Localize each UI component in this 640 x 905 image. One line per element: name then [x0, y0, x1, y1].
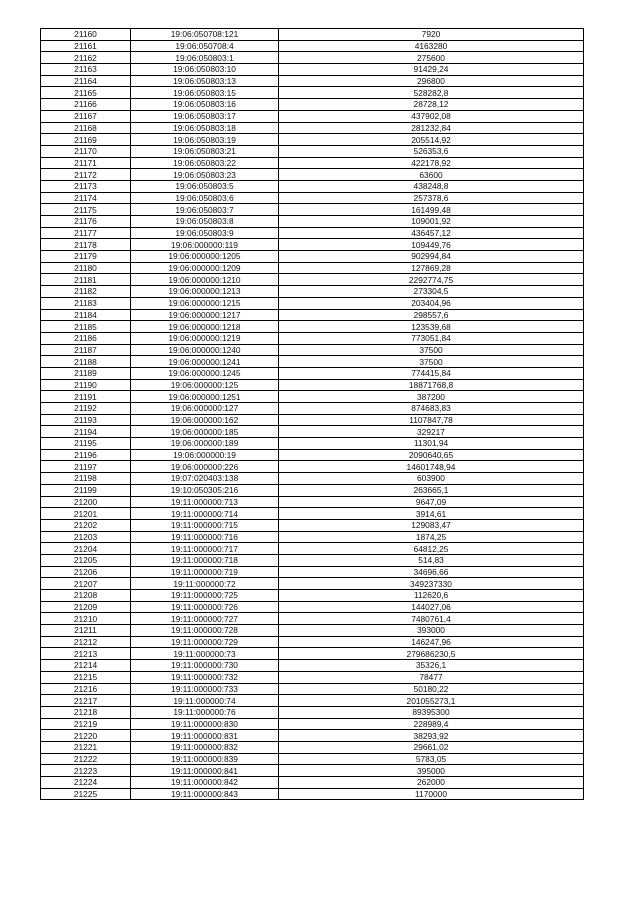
table-row: [41, 648, 584, 660]
cadastral-number-cell: 19:11:000000:727: [131, 613, 279, 625]
value-cell: 34696,66: [279, 566, 584, 578]
cadastral-number-cell: 19:06:050803:18: [131, 122, 279, 134]
value-cell: 123539,68: [279, 321, 584, 333]
table-row: [41, 274, 584, 286]
value-cell: 89395300: [279, 706, 584, 718]
table-row: [41, 706, 584, 718]
cadastral-number-cell: 19:11:000000:719: [131, 566, 279, 578]
table-row: [41, 578, 584, 590]
cadastral-number-cell: 19:06:050803:6: [131, 192, 279, 204]
row-number-cell: 21189: [41, 367, 131, 379]
row-number-cell: 21183: [41, 297, 131, 309]
cadastral-number-cell: 19:11:000000:717: [131, 543, 279, 555]
value-cell: 11301,94: [279, 438, 584, 450]
table-body: [41, 29, 584, 800]
value-cell: 526353,6: [279, 145, 584, 157]
value-cell: 144027,06: [279, 601, 584, 613]
cadastral-number-cell: 19:06:000000:1245: [131, 367, 279, 379]
cadastral-number-cell: 19:11:000000:831: [131, 730, 279, 742]
table-row: [41, 671, 584, 683]
cadastral-number-cell: 19:06:000000:1218: [131, 321, 279, 333]
row-number-cell: 21187: [41, 344, 131, 356]
table-row: [41, 204, 584, 216]
row-number-cell: 21172: [41, 169, 131, 181]
cadastral-number-cell: 19:06:050803:16: [131, 99, 279, 111]
value-cell: 228989,4: [279, 718, 584, 730]
cadastral-number-cell: 19:06:000000:189: [131, 438, 279, 450]
table-row: [41, 52, 584, 64]
value-cell: 1170000: [279, 788, 584, 800]
table-row: [41, 40, 584, 52]
row-number-cell: 21223: [41, 765, 131, 777]
cadastral-number-cell: 19:06:050803:22: [131, 157, 279, 169]
value-cell: 38293,92: [279, 730, 584, 742]
row-number-cell: 21169: [41, 134, 131, 146]
cadastral-number-cell: 19:11:000000:76: [131, 706, 279, 718]
cadastral-number-cell: 19:11:000000:733: [131, 683, 279, 695]
row-number-cell: 21168: [41, 122, 131, 134]
cadastral-number-cell: 19:06:000000:125: [131, 379, 279, 391]
cadastral-number-cell: 19:06:000000:185: [131, 426, 279, 438]
table-row: [41, 239, 584, 251]
cadastral-number-cell: 19:11:000000:843: [131, 788, 279, 800]
row-number-cell: 21182: [41, 286, 131, 298]
value-cell: 5783,05: [279, 753, 584, 765]
table-row: [41, 391, 584, 403]
cadastral-number-cell: 19:11:000000:72: [131, 578, 279, 590]
cadastral-number-cell: 19:06:000000:1219: [131, 332, 279, 344]
cadastral-number-cell: 19:11:000000:725: [131, 590, 279, 602]
cadastral-number-cell: 19:06:000000:1215: [131, 297, 279, 309]
row-number-cell: 21198: [41, 473, 131, 485]
cadastral-number-cell: 19:11:000000:726: [131, 601, 279, 613]
table-row: [41, 636, 584, 648]
row-number-cell: 21207: [41, 578, 131, 590]
row-number-cell: 21175: [41, 204, 131, 216]
row-number-cell: 21206: [41, 566, 131, 578]
value-cell: 201055273,1: [279, 695, 584, 707]
cadastral-number-cell: 19:06:000000:119: [131, 239, 279, 251]
value-cell: 28728,12: [279, 99, 584, 111]
cadastral-number-cell: 19:11:000000:718: [131, 554, 279, 566]
table-row: [41, 379, 584, 391]
table-row: [41, 180, 584, 192]
row-number-cell: 21210: [41, 613, 131, 625]
cadastral-number-cell: 19:06:050803:8: [131, 216, 279, 228]
table-row: [41, 286, 584, 298]
row-number-cell: 21200: [41, 496, 131, 508]
cadastral-number-cell: 19:06:000000:1213: [131, 286, 279, 298]
cadastral-number-cell: 19:06:050803:7: [131, 204, 279, 216]
cadastral-number-cell: 19:11:000000:716: [131, 531, 279, 543]
table-row: [41, 367, 584, 379]
table-row: [41, 741, 584, 753]
cadastral-number-cell: 19:11:000000:713: [131, 496, 279, 508]
table-row: [41, 438, 584, 450]
row-number-cell: 21181: [41, 274, 131, 286]
table-row: [41, 601, 584, 613]
value-cell: 438248,8: [279, 180, 584, 192]
table-row: [41, 519, 584, 531]
table-row: [41, 765, 584, 777]
value-cell: 161499,48: [279, 204, 584, 216]
table-row: [41, 496, 584, 508]
value-cell: 275600: [279, 52, 584, 64]
value-cell: 129083,47: [279, 519, 584, 531]
value-cell: 109001,92: [279, 216, 584, 228]
cadastral-number-cell: 19:11:000000:842: [131, 777, 279, 789]
row-number-cell: 21195: [41, 438, 131, 450]
value-cell: 3914,61: [279, 508, 584, 520]
table-row: [41, 473, 584, 485]
row-number-cell: 21161: [41, 40, 131, 52]
table-row: [41, 169, 584, 181]
value-cell: 436457,12: [279, 227, 584, 239]
row-number-cell: 21188: [41, 356, 131, 368]
cadastral-number-cell: 19:06:000000:1251: [131, 391, 279, 403]
cadastral-number-cell: 19:11:000000:715: [131, 519, 279, 531]
value-cell: 63600: [279, 169, 584, 181]
row-number-cell: 21192: [41, 403, 131, 415]
row-number-cell: 21186: [41, 332, 131, 344]
value-cell: 109449,76: [279, 239, 584, 251]
value-cell: 29661,02: [279, 741, 584, 753]
row-number-cell: 21162: [41, 52, 131, 64]
value-cell: 774415,84: [279, 367, 584, 379]
row-number-cell: 21160: [41, 29, 131, 41]
cadastral-number-cell: 19:11:000000:832: [131, 741, 279, 753]
row-number-cell: 21204: [41, 543, 131, 555]
value-cell: 127869,28: [279, 262, 584, 274]
row-number-cell: 21184: [41, 309, 131, 321]
table-row: [41, 718, 584, 730]
table-row: [41, 730, 584, 742]
cadastral-number-cell: 19:06:000000:1209: [131, 262, 279, 274]
table-row: [41, 75, 584, 87]
row-number-cell: 21214: [41, 660, 131, 672]
table-row: [41, 660, 584, 672]
value-cell: 395000: [279, 765, 584, 777]
table-row: [41, 590, 584, 602]
row-number-cell: 21202: [41, 519, 131, 531]
cadastral-number-cell: 19:06:000000:1217: [131, 309, 279, 321]
table-row: [41, 788, 584, 800]
cadastral-number-cell: 19:06:050803:9: [131, 227, 279, 239]
value-cell: 1874,25: [279, 531, 584, 543]
cadastral-number-cell: 19:06:050708:121: [131, 29, 279, 41]
table-row: [41, 134, 584, 146]
table-row: [41, 461, 584, 473]
value-cell: 514,83: [279, 554, 584, 566]
cadastral-number-cell: 19:10:050305:216: [131, 484, 279, 496]
row-number-cell: 21177: [41, 227, 131, 239]
value-cell: 18871768,8: [279, 379, 584, 391]
table-row: [41, 695, 584, 707]
table-row: [41, 216, 584, 228]
row-number-cell: 21173: [41, 180, 131, 192]
value-cell: 281232,84: [279, 122, 584, 134]
value-cell: 203404,96: [279, 297, 584, 309]
table-row: [41, 110, 584, 122]
table-row: [41, 344, 584, 356]
table-row: [41, 777, 584, 789]
cadastral-number-cell: 19:06:000000:1205: [131, 251, 279, 263]
row-number-cell: 21190: [41, 379, 131, 391]
value-cell: 528282,8: [279, 87, 584, 99]
cadastral-number-cell: 19:11:000000:73: [131, 648, 279, 660]
table-row: [41, 484, 584, 496]
cadastral-number-cell: 19:11:000000:74: [131, 695, 279, 707]
value-cell: 35326,1: [279, 660, 584, 672]
cadastral-number-cell: 19:06:050803:10: [131, 64, 279, 76]
value-cell: 14601748,94: [279, 461, 584, 473]
value-cell: 78477: [279, 671, 584, 683]
row-number-cell: 21215: [41, 671, 131, 683]
value-cell: 2292774,75: [279, 274, 584, 286]
value-cell: 393000: [279, 625, 584, 637]
row-number-cell: 21225: [41, 788, 131, 800]
table-row: [41, 356, 584, 368]
table-row: [41, 543, 584, 555]
value-cell: 64812,25: [279, 543, 584, 555]
cadastral-number-cell: 19:11:000000:729: [131, 636, 279, 648]
row-number-cell: 21199: [41, 484, 131, 496]
table-row: [41, 145, 584, 157]
cadastral-number-cell: 19:06:000000:1210: [131, 274, 279, 286]
row-number-cell: 21211: [41, 625, 131, 637]
row-number-cell: 21213: [41, 648, 131, 660]
cadastral-number-cell: 19:06:050803:19: [131, 134, 279, 146]
row-number-cell: 21217: [41, 695, 131, 707]
table-row: [41, 332, 584, 344]
cadastral-number-cell: 19:11:000000:730: [131, 660, 279, 672]
cadastral-number-cell: 19:06:000000:19: [131, 449, 279, 461]
value-cell: 296800: [279, 75, 584, 87]
table-row: [41, 566, 584, 578]
cadastral-number-cell: 19:06:050803:17: [131, 110, 279, 122]
value-cell: 146247,96: [279, 636, 584, 648]
table-row: [41, 531, 584, 543]
value-cell: 262000: [279, 777, 584, 789]
value-cell: 37500: [279, 356, 584, 368]
value-cell: 298557,6: [279, 309, 584, 321]
row-number-cell: 21185: [41, 321, 131, 333]
row-number-cell: 21166: [41, 99, 131, 111]
row-number-cell: 21212: [41, 636, 131, 648]
value-cell: 4163280: [279, 40, 584, 52]
table-row: [41, 251, 584, 263]
cadastral-number-cell: 19:11:000000:839: [131, 753, 279, 765]
table-row: [41, 64, 584, 76]
row-number-cell: 21205: [41, 554, 131, 566]
row-number-cell: 21197: [41, 461, 131, 473]
cadastral-number-cell: 19:11:000000:830: [131, 718, 279, 730]
table-row: [41, 613, 584, 625]
row-number-cell: 21178: [41, 239, 131, 251]
cadastral-number-cell: 19:11:000000:728: [131, 625, 279, 637]
cadastral-number-cell: 19:11:000000:732: [131, 671, 279, 683]
value-cell: 273304,5: [279, 286, 584, 298]
cadastral-number-cell: 19:06:050803:13: [131, 75, 279, 87]
table-row: [41, 508, 584, 520]
value-cell: 7480761,4: [279, 613, 584, 625]
value-cell: 603900: [279, 473, 584, 485]
table-row: [41, 99, 584, 111]
row-number-cell: 21219: [41, 718, 131, 730]
row-number-cell: 21216: [41, 683, 131, 695]
value-cell: 2090640,65: [279, 449, 584, 461]
value-cell: 263665,1: [279, 484, 584, 496]
row-number-cell: 21163: [41, 64, 131, 76]
value-cell: 7920: [279, 29, 584, 41]
value-cell: 1107847,78: [279, 414, 584, 426]
table-row: [41, 426, 584, 438]
row-number-cell: 21208: [41, 590, 131, 602]
cadastral-number-cell: 19:06:050803:5: [131, 180, 279, 192]
value-cell: 257378,6: [279, 192, 584, 204]
row-number-cell: 21220: [41, 730, 131, 742]
value-cell: 422178,92: [279, 157, 584, 169]
value-cell: 387200: [279, 391, 584, 403]
value-cell: 37500: [279, 344, 584, 356]
value-cell: 773051,84: [279, 332, 584, 344]
cadastral-number-cell: 19:06:000000:1240: [131, 344, 279, 356]
table-row: [41, 403, 584, 415]
row-number-cell: 21170: [41, 145, 131, 157]
value-cell: 112620,6: [279, 590, 584, 602]
value-cell: 205514,92: [279, 134, 584, 146]
row-number-cell: 21209: [41, 601, 131, 613]
value-cell: 902994,84: [279, 251, 584, 263]
table-row: [41, 192, 584, 204]
row-number-cell: 21180: [41, 262, 131, 274]
table-row: [41, 227, 584, 239]
table-row: [41, 449, 584, 461]
row-number-cell: 21218: [41, 706, 131, 718]
table-row: [41, 321, 584, 333]
value-cell: 9647,09: [279, 496, 584, 508]
row-number-cell: 21164: [41, 75, 131, 87]
cadastral-number-cell: 19:06:050803:1: [131, 52, 279, 64]
row-number-cell: 21176: [41, 216, 131, 228]
cadastral-number-cell: 19:06:000000:127: [131, 403, 279, 415]
row-number-cell: 21201: [41, 508, 131, 520]
table-row: [41, 297, 584, 309]
table-row: [41, 625, 584, 637]
value-cell: 91429,24: [279, 64, 584, 76]
table-row: [41, 683, 584, 695]
row-number-cell: 21224: [41, 777, 131, 789]
table-row: [41, 262, 584, 274]
cadastral-number-cell: 19:07:020403:138: [131, 473, 279, 485]
value-cell: 874683,83: [279, 403, 584, 415]
cadastral-number-cell: 19:11:000000:841: [131, 765, 279, 777]
row-number-cell: 21167: [41, 110, 131, 122]
row-number-cell: 21191: [41, 391, 131, 403]
row-number-cell: 21179: [41, 251, 131, 263]
table-row: [41, 309, 584, 321]
value-cell: 437902,08: [279, 110, 584, 122]
cadastral-number-cell: 19:06:050708:4: [131, 40, 279, 52]
row-number-cell: 21193: [41, 414, 131, 426]
row-number-cell: 21174: [41, 192, 131, 204]
cadastral-number-cell: 19:06:050803:21: [131, 145, 279, 157]
cadastral-number-cell: 19:06:050803:23: [131, 169, 279, 181]
row-number-cell: 21194: [41, 426, 131, 438]
cadastral-number-cell: 19:06:000000:1241: [131, 356, 279, 368]
row-number-cell: 21171: [41, 157, 131, 169]
table-row: [41, 87, 584, 99]
row-number-cell: 21222: [41, 753, 131, 765]
cadastral-number-cell: 19:06:050803:15: [131, 87, 279, 99]
value-cell: 279686230,5: [279, 648, 584, 660]
cadastral-number-cell: 19:06:000000:162: [131, 414, 279, 426]
table-row: [41, 414, 584, 426]
data-table: [40, 28, 584, 800]
row-number-cell: 21196: [41, 449, 131, 461]
value-cell: 349237330: [279, 578, 584, 590]
table-row: [41, 753, 584, 765]
cadastral-number-cell: 19:06:000000:226: [131, 461, 279, 473]
table-row: [41, 29, 584, 41]
row-number-cell: 21165: [41, 87, 131, 99]
row-number-cell: 21203: [41, 531, 131, 543]
value-cell: 50180,22: [279, 683, 584, 695]
row-number-cell: 21221: [41, 741, 131, 753]
table-row: [41, 122, 584, 134]
cadastral-number-cell: 19:11:000000:714: [131, 508, 279, 520]
table-row: [41, 554, 584, 566]
table-row: [41, 157, 584, 169]
value-cell: 329217: [279, 426, 584, 438]
